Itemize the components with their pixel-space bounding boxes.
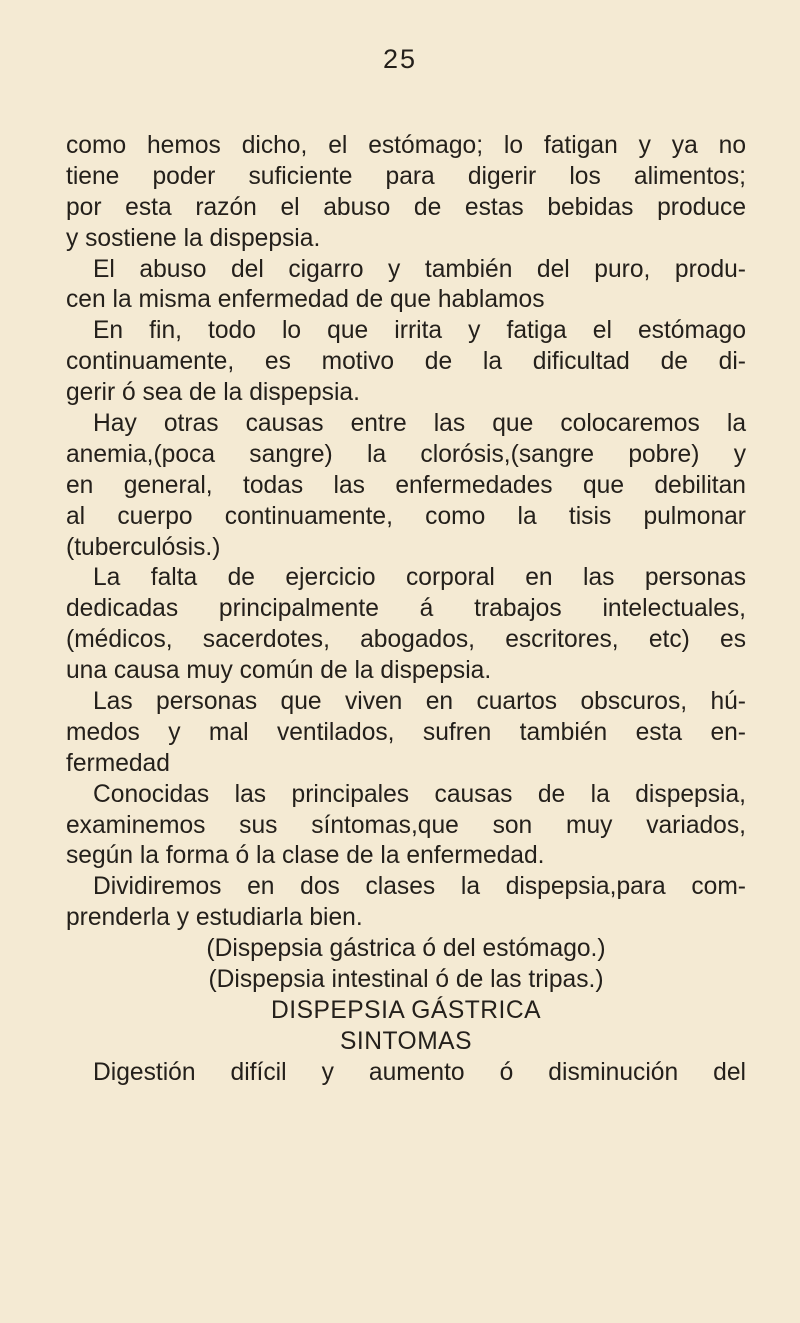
body-text [66, 131, 746, 1089]
text-line: anemia,(poca sangre) la clorósis,(sangre pobre) y [66, 440, 746, 468]
text-line: tiene poder suficiente para digerir los alimentos; [66, 162, 746, 190]
text-line: El abuso del cigarro y también del puro, produ- [93, 255, 746, 283]
text-line: y sostiene la dispepsia. [66, 224, 321, 252]
subtitle-line: (Dispepsia intestinal ó de las tripas.) [208, 966, 604, 994]
text-line: (médicos, sacerdotes, abogados, escritores, etc) es [66, 626, 746, 654]
text-line: como hemos dicho, el estómago; lo fatigan y ya no [66, 132, 746, 159]
subtitle-line: (Dispepsia gástrica ó del estómago.) [206, 935, 606, 963]
text-line: Digestión difícil y aumento ó disminución del [93, 1058, 746, 1086]
text-line: La falta de ejercicio corporal en las personas [93, 564, 746, 592]
text-line: medos y mal ventilados, sufren también esta en- [66, 718, 746, 746]
text-line: al cuerpo continuamente, como la tisis pulmonar [66, 502, 746, 530]
page-number: 25 [382, 44, 418, 74]
text-line: en general, todas las enfermedades que debilitan [66, 471, 746, 499]
text-line: por esta razón el abuso de estas bebidas produce [66, 193, 746, 221]
text-line: dedicadas principalmente á trabajos intelectuales, [66, 595, 746, 623]
text-line: examinemos sus síntomas,que son muy variados, [66, 811, 746, 839]
text-line: una causa muy común de la dispepsia. [66, 657, 492, 685]
text-line: En fin, todo lo que irrita y fatiga el estómago [93, 317, 746, 345]
text-line: fermedad [66, 749, 170, 777]
text-line: prenderla y estudiarla bien. [66, 904, 363, 932]
section-heading: DISPEPSIA GÁSTRICA [270, 996, 542, 1024]
text-line: cen la misma enfermedad de que hablamos [66, 286, 545, 314]
text-line: (tuberculósis.) [66, 533, 221, 561]
text-line: Conocidas las principales causas de la dispepsia, [93, 780, 746, 808]
text-line: Hay otras causas entre las que colocaremos la [93, 410, 746, 438]
text-line: Dividiremos en dos clases la dispepsia,para com- [93, 873, 746, 901]
section-subheading: SINTOMAS [339, 1027, 472, 1055]
text-line: según la forma ó la clase de la enfermedad. [66, 842, 545, 870]
text-line: gerir ó sea de la dispepsia. [66, 379, 360, 407]
text-line: continuamente, es motivo de la dificultad de di- [66, 348, 746, 376]
text-line: Las personas que viven en cuartos obscuros, hú- [93, 688, 746, 716]
